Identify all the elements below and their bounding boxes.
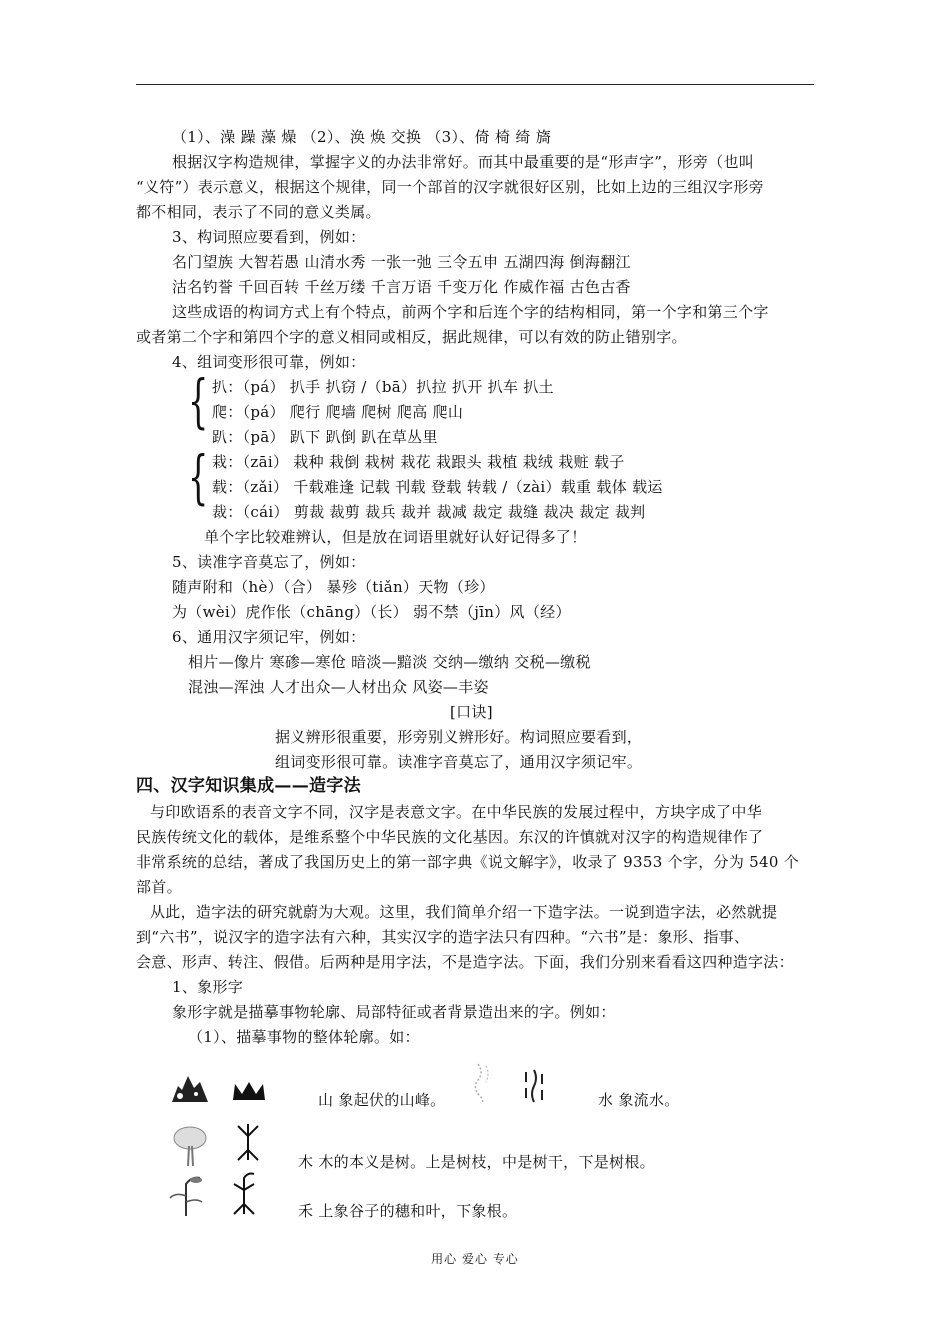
line-body-7: 会意、形声、转注、假借。后两种是用字法，不是造字法。下面，我们分别来看看这四种造字法： — [136, 953, 794, 971]
water-photo-icon — [470, 1062, 494, 1104]
page-footer: 用心 爱心 专心 — [431, 1252, 519, 1266]
tree-photo-icon — [170, 1124, 210, 1168]
line-body-3: 非常系统的总结，著成了我国历史上的第一部字典《说文解字》，收录了 9353 个字，分为 540 个 — [136, 853, 800, 871]
section-heading-4: 四、汉字知识集成——造字法 — [136, 776, 361, 796]
line-zai-2: 载：（zǎi） 千载难逢 记载 刊载 登载 转载 /（zài）载重 载体 载运 — [212, 478, 663, 496]
line-idioms-1: 名门望族 大智若愚 山清水秀 一张一弛 三令五申 五湖四海 倒海翻江 — [172, 253, 631, 271]
water-glyph-icon — [522, 1068, 546, 1104]
line-heading-3: 3、构词照应要看到，例如： — [172, 228, 366, 246]
line-heading-5: 5、读准字音莫忘了，例如： — [172, 553, 366, 571]
line-zai-3: 裁：（cái） 剪裁 裁剪 裁兵 裁并 裁减 裁定 裁缝 裁决 裁定 裁判 — [212, 503, 646, 521]
line-char-groups: （1）、澡 躁 藻 燥 （2）、涣 焕 交换 （3）、倚 椅 绮 旖 — [172, 128, 552, 146]
line-pa-3: 趴：（pā） 趴下 趴倒 趴在草丛里 — [212, 428, 438, 446]
example-tree: 木 木的本义是树。上是树枝，中是树干，下是树根。 — [298, 1153, 655, 1171]
line-idioms-2: 沽名钓誉 千回百转 千丝万缕 千言万语 千变万化 作威作福 古色古香 — [172, 278, 631, 296]
line-variants-1: 相片—像片 寒碜—寒伧 暗淡—黯淡 交纳—缴纳 交税—缴税 — [188, 653, 591, 671]
line-body-1: 与印欧语系的表音文字不同，汉字是表意文字。在中华民族的发展过程中，方块字成了中华 — [150, 803, 763, 821]
brace-pa-group: { — [188, 367, 209, 435]
line-body-2: 民族传统文化的载体，是维系整个中华民族的文化基因。东汉的许慎就对汉字的构造规律作了 — [136, 828, 764, 846]
brace-zai-group: { — [188, 443, 209, 511]
line-mnemonic-1: 据义辨形很重要，形旁别义辨形好。构词照应要看到， — [275, 728, 643, 746]
line-body-4: 部首。 — [136, 878, 182, 896]
example-water: 水 象流水。 — [598, 1091, 680, 1109]
line-para-2a: 这些成语的构词方式上有个特点，前两个字和后连个字的结构相同，第一个字和第三个字 — [172, 303, 769, 321]
line-para-2b: 或者第二个字和第四个字的意义相同或相反，据此规律，可以有效的防止错别字。 — [136, 328, 687, 346]
line-body-8: 象形字就是描摹事物轮廓、局部特征或者背景造出来的字。例如： — [172, 1003, 616, 1021]
line-pa-2: 爬：（pá） 爬行 爬墙 爬树 爬高 爬山 — [212, 403, 464, 421]
grain-photo-icon — [166, 1172, 206, 1218]
line-para-1c: 都不相同，表示了不同的意义类属。 — [136, 203, 381, 221]
line-variants-2: 混浊—浑浊 人才出众—人材出众 风姿—丰姿 — [188, 678, 489, 696]
line-heading-4: 4、组词变形很可靠，例如： — [172, 353, 366, 371]
grain-glyph-icon — [228, 1170, 260, 1216]
line-body-9: （1）、描摹事物的整体轮廓。如： — [188, 1028, 420, 1046]
mountain-glyph-icon — [232, 1080, 266, 1102]
line-pron-1: 随声附和（hè）（合） 暴殄（tiǎn）天物（珍） — [172, 578, 495, 596]
line-para-1a: 根据汉字构造规律，掌握字义的办法非常好。而其中最重要的是“形声字”，形旁（也叫 — [172, 153, 755, 171]
example-grain: 禾 上象谷子的穗和叶，下象根。 — [298, 1202, 518, 1220]
line-body-5: 从此，造字法的研究就蔚为大观。这里，我们简单介绍一下造字法。一说到造字法，必然就提 — [150, 903, 778, 921]
line-heading-6: 6、通用汉字须记牢，例如： — [172, 628, 366, 646]
example-mountain: 山 象起伏的山峰。 — [318, 1091, 446, 1109]
header-rule — [136, 84, 814, 85]
line-zai-1: 栽：（zāi） 栽种 栽倒 栽树 栽花 栽跟头 栽植 栽绒 栽赃 载子 — [212, 453, 625, 471]
line-pron-2: 为（wèi）虎作伥（chāng）（长） 弱不禁（jīn）风（经） — [172, 603, 571, 621]
tree-glyph-icon — [232, 1122, 264, 1162]
line-mnemonic-title: [口诀] — [450, 703, 493, 721]
line-para-1b: “义符”）表示意义，根据这个规律，同一个部首的汉字就很好区别，比如上边的三组汉字形旁 — [136, 178, 764, 196]
mountain-photo-icon — [170, 1072, 210, 1106]
line-body-6: 到“六书”，说汉字的造字法有六种，其实汉字的造字法只有四种。“六书”是：象形、指事、 — [136, 928, 750, 946]
line-heading-pictograph: 1、象形字 — [172, 978, 244, 996]
line-pa-1: 扒：（pá） 扒手 扒窃 /（bā）扒拉 扒开 扒车 扒土 — [212, 378, 554, 396]
line-mnemonic-2: 组词变形很可靠。读准字音莫忘了，通用汉字须记牢。 — [275, 753, 643, 771]
line-summary: 单个字比较难辨认，但是放在词语里就好认好记得多了！ — [204, 528, 587, 546]
